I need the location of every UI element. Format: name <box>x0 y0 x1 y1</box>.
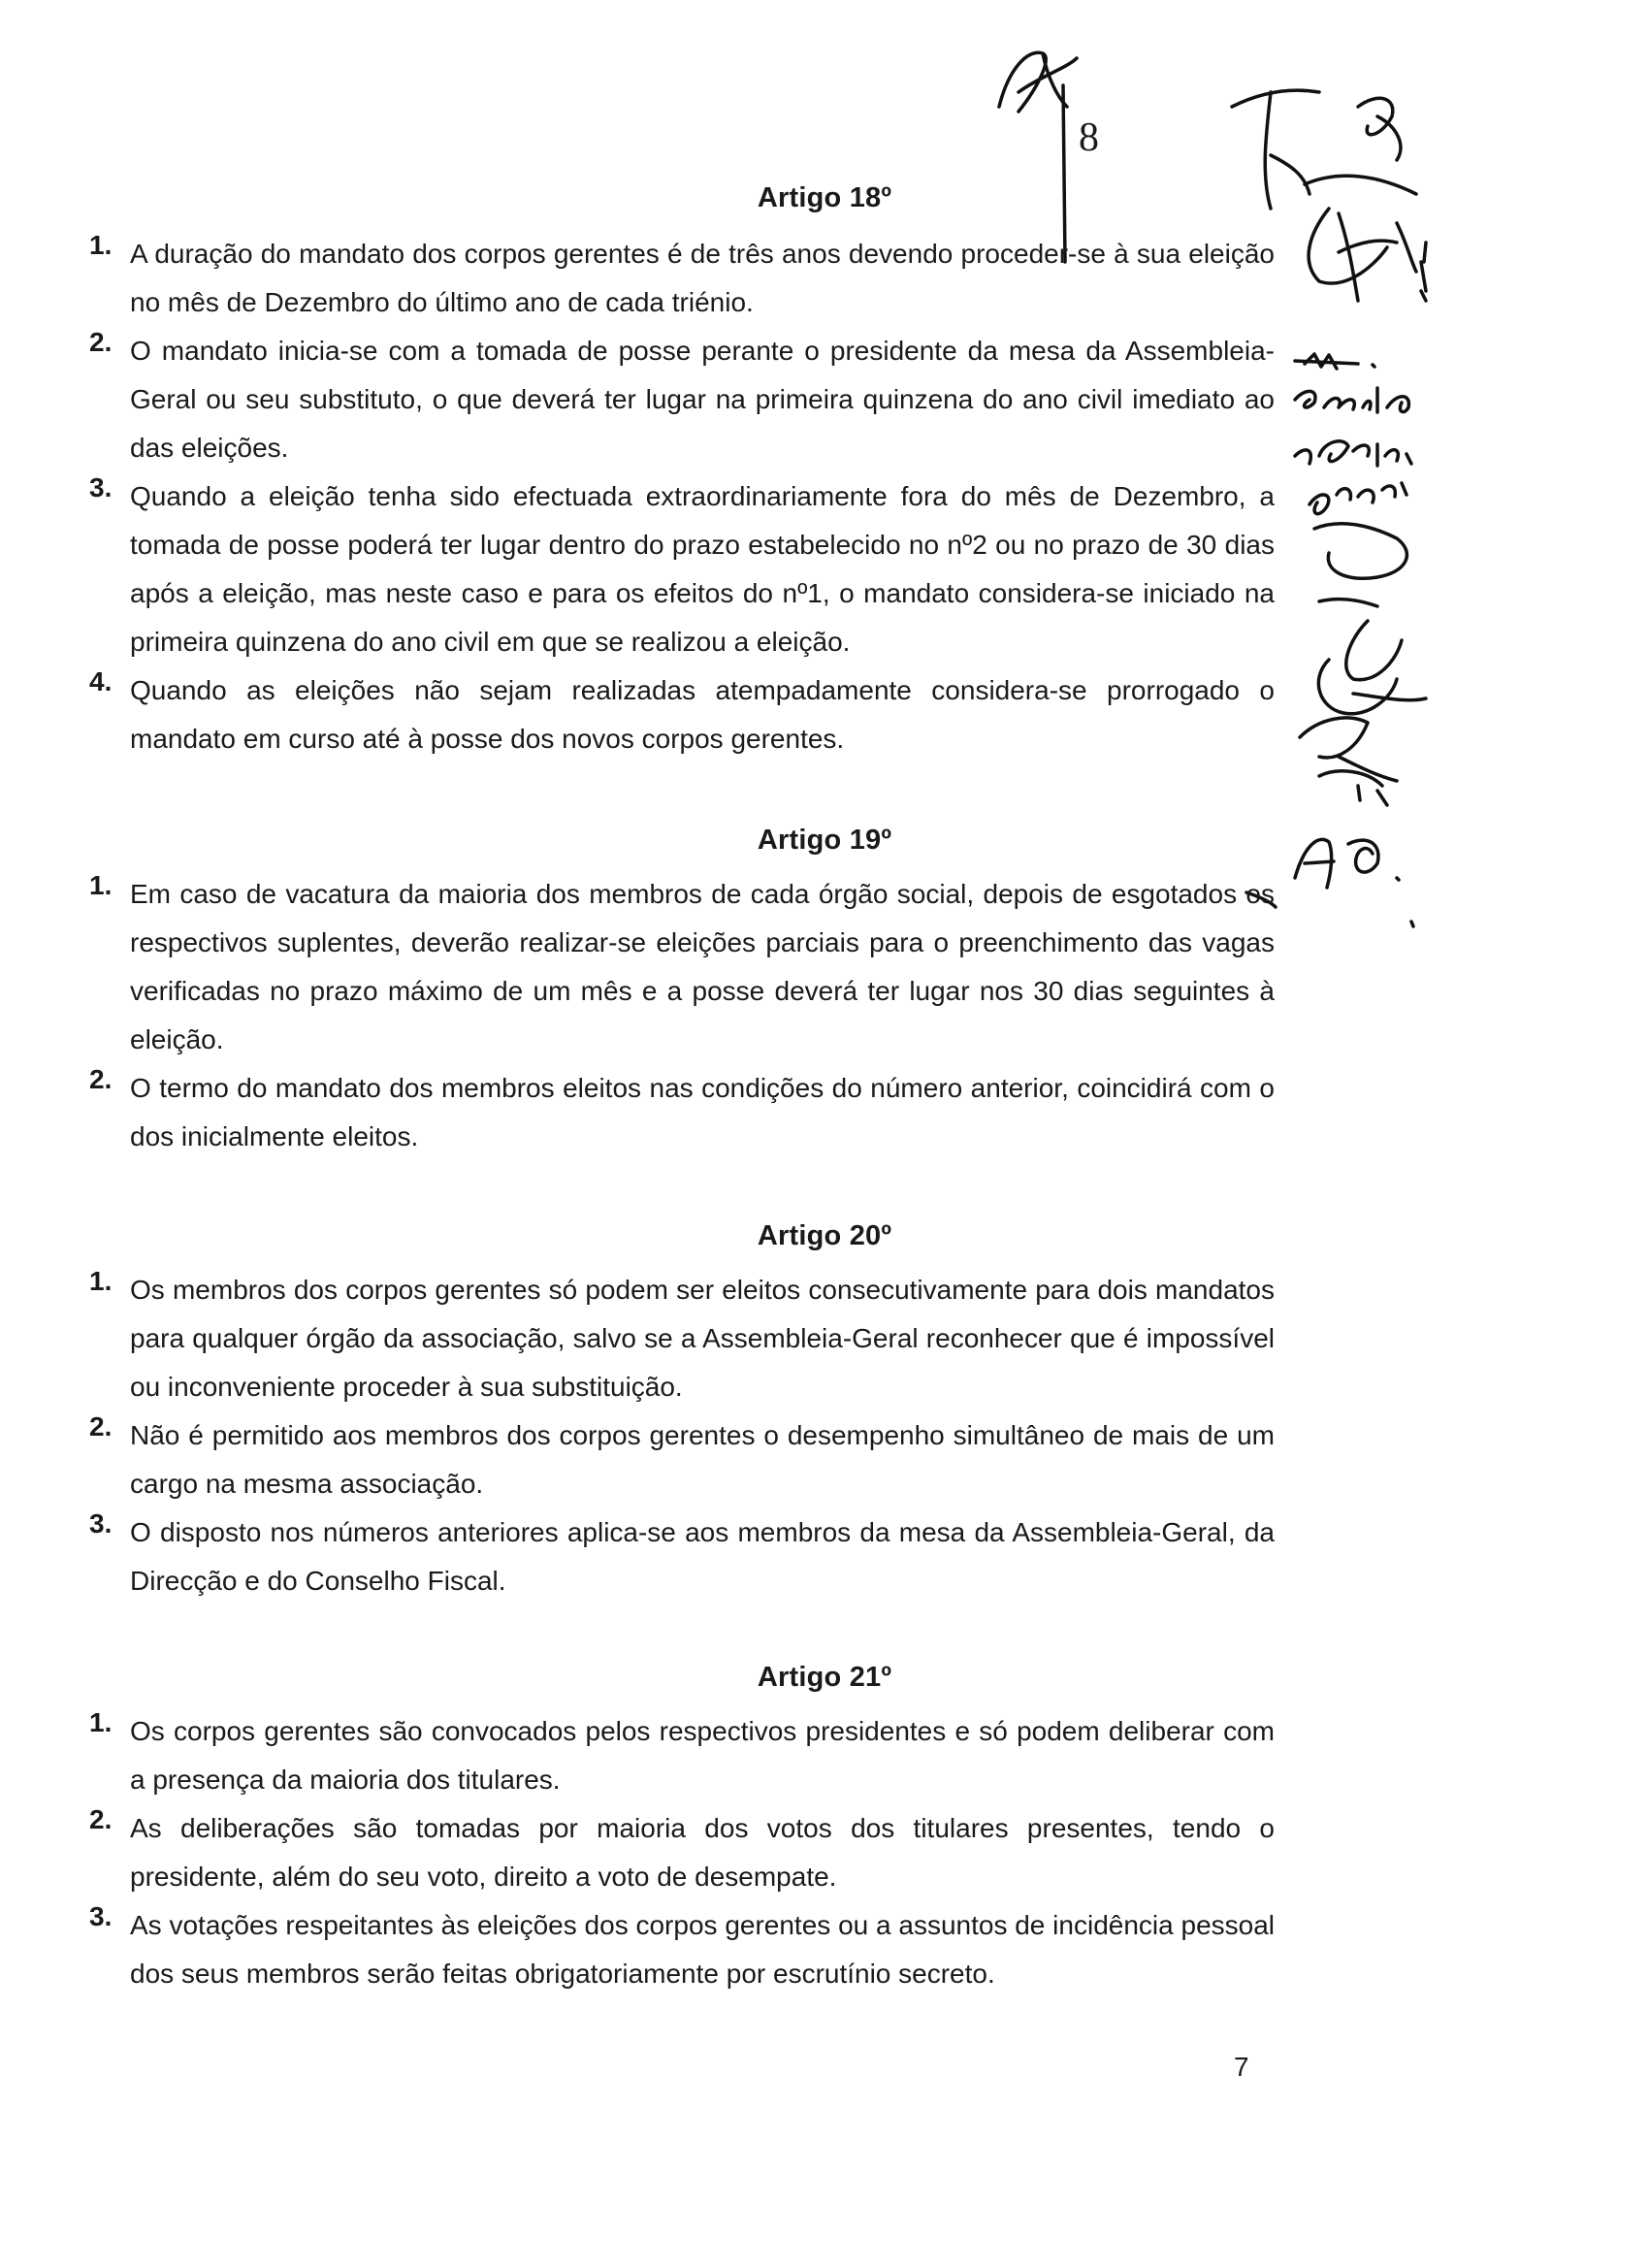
clause-text: Quando a eleição tenha sido efectuada extraordinariamente fora do mês de Dezembro, a tomada de posse poderá ter lugar dentro do prazo estabelecido no nº2 ou no prazo de 30 dias após a eleição, mas neste caso e para os efeitos do nº1, o mandato considera-se iniciado na primeira quinzena do ano civil em que se realizou a eleição. <box>130 481 1275 657</box>
clause-text: As votações respeitantes às eleições dos corpos gerentes ou a assuntos de incidência pessoal dos seus membros serão feitas obrigatoriamente por escrutínio secreto. <box>130 1910 1275 1989</box>
clause-text: Os corpos gerentes são convocados pelos respectivos presidentes e só podem deliberar com a presença da maioria dos titulares. <box>130 1716 1275 1795</box>
clause-text: Em caso de vacatura da maioria dos membros de cada órgão social, depois de esgotados os respectivos suplentes, deverão realizar-se eleições parciais para o preenchimento das vagas verificadas no prazo máximo de um mês e a posse deverá ter lugar nos 30 dias seguintes à eleição. <box>130 879 1275 1054</box>
clause-number: 2. <box>89 327 113 357</box>
clause-number: 3. <box>89 1508 113 1539</box>
clause-number: 1. <box>89 1266 113 1296</box>
clause-number: 3. <box>89 1901 113 1931</box>
clause-text: As deliberações são tomadas por maioria dos votos dos titulares presentes, tendo o presidente, além do seu voto, direito a voto de desempate. <box>130 1813 1275 1892</box>
clause-text: Não é permitido aos membros dos corpos gerentes o desempenho simultâneo de mais de um cargo na mesma associação. <box>130 1420 1275 1499</box>
clause-text: O termo do mandato dos membros eleitos nas condições do número anterior, coincidirá com o dos inicialmente eleitos. <box>130 1073 1275 1151</box>
clause-text: Quando as eleições não sejam realizadas atempadamente considera-se prorrogado o mandato em curso até à posse dos novos corpos gerentes. <box>130 675 1275 754</box>
clause-text: A duração do mandato dos corpos gerentes é de três anos devendo proceder-se à sua eleição no mês de Dezembro do último ano de cada triénio. <box>130 239 1275 317</box>
clause-number: 2. <box>89 1411 113 1442</box>
article-18-title: Artigo 18º <box>757 182 892 213</box>
clause-number: 1. <box>89 1707 113 1737</box>
clause-text: O disposto nos números anteriores aplica-se aos membros da mesa da Assembleia-Geral, da Direcção e do Conselho Fiscal. <box>130 1517 1275 1596</box>
clause-text: O mandato inicia-se com a tomada de posse perante o presidente da mesa da Assembleia-Geral ou seu substituto, o que deverá ter lugar na primeira quinzena do ano civil imediato ao das eleições. <box>130 336 1275 463</box>
clause-number: 3. <box>89 472 113 502</box>
article-19-title: Artigo 19º <box>757 825 892 856</box>
clause-number: 1. <box>89 870 113 900</box>
article-21-title: Artigo 21º <box>757 1662 892 1693</box>
clause-number: 4. <box>89 666 113 697</box>
clause-number: 1. <box>89 230 113 260</box>
page-number: 7 <box>1234 2052 1249 2082</box>
stamp-number: 8 <box>1079 115 1099 160</box>
clause-number: 2. <box>89 1064 113 1094</box>
article-20-title: Artigo 20º <box>757 1220 892 1251</box>
clause-text: Os membros dos corpos gerentes só podem ser eleitos consecutivamente para dois mandatos para qualquer órgão da associação, salvo se a Assembleia-Geral reconhecer que é impossível ou inconveniente proceder à sua substituição. <box>130 1275 1275 1402</box>
clause-number: 2. <box>89 1804 113 1834</box>
